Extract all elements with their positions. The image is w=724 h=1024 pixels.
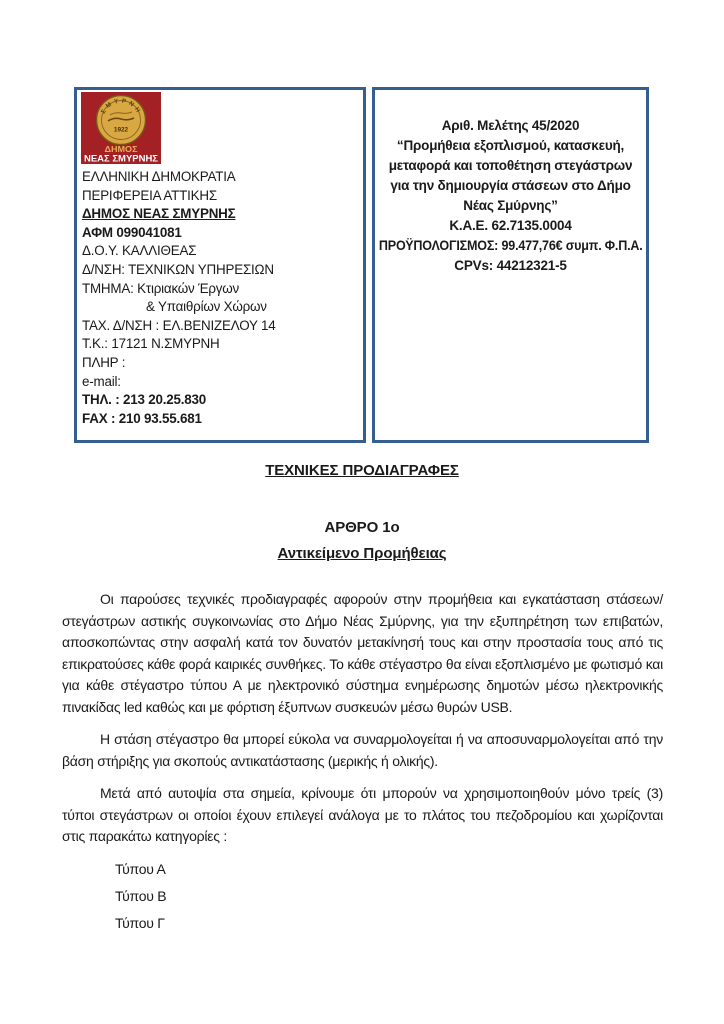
study-cpv: CPVs: 44212321-5 bbox=[454, 258, 567, 273]
authority-line-municipality: ΔΗΜΟΣ ΝΕΑΣ ΣΜΥΡΝΗΣ bbox=[82, 206, 236, 222]
seal-rim-text: ΣΜΥΡΝΗ bbox=[99, 97, 143, 117]
authority-box bbox=[74, 87, 366, 443]
authority-line-department-cont: & Υπαιθρίων Χώρων bbox=[146, 299, 267, 315]
study-box bbox=[372, 87, 649, 443]
shelter-type-a: Τύπου Α bbox=[115, 860, 166, 877]
article-subheading: Αντικείμενο Προμήθειας bbox=[277, 545, 447, 562]
authority-line-afm: ΑΦΜ 099041081 bbox=[82, 224, 182, 240]
authority-line-contact-person: ΠΛΗΡ : bbox=[82, 354, 126, 370]
authority-line-fax: FAX : 210 93.55.681 bbox=[82, 410, 202, 426]
study-title-line-1: “Προμήθεια εξοπλισμού, κατασκευή, bbox=[396, 138, 625, 153]
shelter-type-c: Τύπου Γ bbox=[115, 914, 165, 931]
shelter-type-b: Τύπου Β bbox=[115, 887, 167, 904]
seal-year: 1922 bbox=[113, 126, 129, 134]
municipality-logo bbox=[81, 92, 161, 164]
body-paragraph: Η στάση στέγαστρο θα μπορεί εύκολα να συναρμολογείται ή να αποσυναρμολογείται από την βάση στήριξης για σκοπούς αντικατάστασης (μερικής ή ολικής). bbox=[62, 731, 663, 769]
study-title-line-4: Νέας Σμύρνης” bbox=[463, 198, 558, 213]
authority-line-directorate: Δ/ΝΣΗ: ΤΕΧΝΙΚΩΝ ΥΠΗΡΕΣΙΩΝ bbox=[82, 261, 274, 277]
authority-line-address: ΤΑΧ. Δ/ΝΣΗ : ΕΛ.ΒΕΝΙΖΕΛΟΥ 14 bbox=[82, 317, 276, 333]
body-paragraph: Μετά από αυτοψία στα σημεία, κρίνουμε ότι μπορούν να χρησιμοποιηθούν μόνο τρείς (3) τύποι στεγάστρων οι οποίοι έχουν επιλεγεί ανάλογα με το πλάτος του πεζοδρομίου και χωρίζονται στις παρακάτω κατηγορίες : bbox=[62, 785, 663, 844]
study-number: Αριθ. Μελέτης 45/2020 bbox=[441, 118, 580, 133]
study-budget: ΠΡΟΫΠΟΛΟΓΙΣΜΟΣ: 99.477,76€ συμπ. Φ.Π.Α. bbox=[378, 238, 643, 253]
document-body bbox=[62, 589, 663, 940]
body-paragraph: Οι παρούσες τεχνικές προδιαγραφές αφορούν στην προμήθεια και εγκατάσταση στάσεων/στεγάστρων αστικής συγκοινωνίας στο Δήμο Νέας Σμύρνης, για την εξυπηρέτηση των επιβατών, αποσκοπώντας στην ασφαλή κατά τον δυνατόν μετακίνησή τους και στην προστασία τους από τις επικρατούσες κάθε φορά καιρικές συνθήκες. Το κάθε στέγαστρο θα είναι εξοπλισμένο με φωτισμό και για κάθε στέγαστρο τύπου Α με ηλεκτρονικό σύστημα ενημέρωσης δημοτών μέσω ηλεκτρονικής πινακίδας led καθώς και με φόρτιση έξυπνων συσκευών μέσω θυρών USB. bbox=[62, 591, 663, 715]
letterhead bbox=[74, 87, 649, 443]
page-title: ΤΕΧΝΙΚΕΣ ΠΡΟΔΙΑΓΡΑΦΕΣ bbox=[265, 462, 459, 479]
study-kae: Κ.Α.Ε. 62.7135.0004 bbox=[449, 218, 572, 233]
shelter-type-list bbox=[115, 859, 663, 935]
authority-line-phone: ΤΗΛ. : 213 20.25.830 bbox=[82, 392, 207, 408]
authority-line-region: ΠΕΡΙΦΕΡΕΙΑ ΑΤΤΙΚΗΣ bbox=[82, 187, 217, 203]
authority-line-postal: Τ.Κ.: 17121 Ν.ΣΜΥΡΝΗ bbox=[82, 336, 220, 352]
logo-title: ΔΗΜΟΣ bbox=[104, 145, 138, 154]
logo-subtitle: ΝΕΑΣ ΣΜΥΡΝΗΣ bbox=[84, 153, 159, 164]
authority-line-republic: ΕΛΛΗΝΙΚΗ ΔΗΜΟΚΡΑΤΙΑ bbox=[82, 169, 236, 184]
study-title-line-2: μεταφορά και τοποθέτηση στεγάστρων bbox=[388, 158, 633, 173]
article-heading: ΑΡΘΡΟ 1ο bbox=[324, 519, 400, 536]
authority-line-doy: Δ.Ο.Υ. ΚΑΛΛΙΘΕΑΣ bbox=[82, 243, 197, 259]
study-title-line-3: για την δημιουργία στάσεων στο Δήμο bbox=[390, 178, 631, 193]
municipal-seal-icon bbox=[81, 92, 161, 164]
authority-line-email: e-mail: bbox=[82, 373, 121, 389]
authority-line-department: ΤΜΗΜΑ: Κτιριακών Έργων bbox=[82, 280, 240, 296]
